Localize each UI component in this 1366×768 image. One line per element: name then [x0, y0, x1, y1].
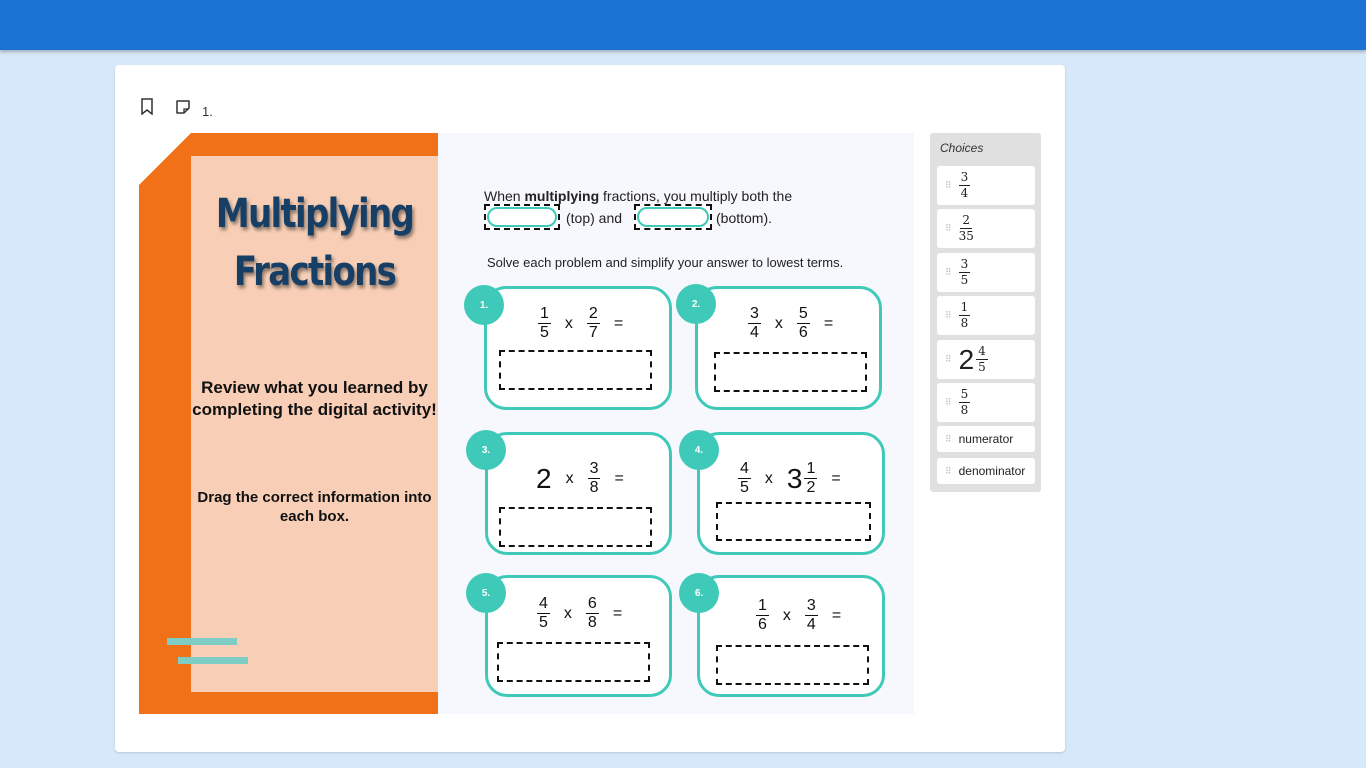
- fraction: [748, 305, 761, 342]
- problem-expression: [537, 595, 622, 632]
- choices-panel: [930, 133, 1041, 492]
- drag-handle-icon[interactable]: ⠿: [945, 180, 951, 190]
- drag-handle-icon[interactable]: ⠿: [945, 433, 951, 444]
- problem-expression: [748, 305, 833, 342]
- drag-handle-icon[interactable]: ⠿: [945, 465, 951, 476]
- fraction: [587, 305, 600, 342]
- choice-chip[interactable]: [937, 383, 1035, 422]
- numerator: 6: [587, 595, 597, 612]
- problem-expression: [538, 305, 623, 342]
- equals-sign: =: [614, 469, 624, 487]
- mixed-number: [586, 595, 599, 632]
- whole-number: 2: [536, 462, 552, 494]
- choice-chip[interactable]: [937, 209, 1035, 248]
- mixed-number: [537, 595, 550, 632]
- denominator: 5: [740, 479, 749, 496]
- numerator: 1: [806, 460, 816, 477]
- denominator: 5: [960, 273, 969, 287]
- drag-handle-icon[interactable]: ⠿: [945, 354, 951, 364]
- drag-handle-icon[interactable]: ⠿: [945, 223, 951, 233]
- numerator: 2: [588, 305, 598, 322]
- fraction: [756, 597, 769, 634]
- fraction: [805, 597, 818, 634]
- fraction: [537, 595, 550, 632]
- answer-drop-zone[interactable]: [714, 352, 867, 392]
- numerator: 3: [960, 170, 969, 184]
- numerator: 1: [540, 305, 549, 322]
- fraction: [804, 460, 817, 497]
- denominator: 6: [798, 324, 808, 341]
- numerator: 1: [960, 300, 969, 314]
- fraction: [959, 213, 974, 244]
- fraction: [588, 460, 601, 497]
- choice-label: numerator: [958, 432, 1014, 446]
- choice-chip[interactable]: [937, 426, 1035, 452]
- mixed-number: [538, 305, 551, 342]
- bottom-label: (bottom).: [716, 210, 773, 226]
- times-sign: x: [774, 314, 783, 332]
- denominator: 4: [750, 324, 759, 341]
- choice-chip[interactable]: [937, 458, 1035, 484]
- problem-number-badge: 6.: [679, 573, 719, 613]
- mixed-number: [959, 257, 971, 288]
- choice-chip[interactable]: [937, 340, 1035, 379]
- question-number: 1.: [202, 104, 213, 119]
- mixed-number: [959, 344, 988, 376]
- problem-expression: [536, 460, 624, 497]
- fraction: [959, 257, 971, 288]
- denominator: 7: [588, 324, 598, 341]
- answer-drop-zone[interactable]: [499, 507, 652, 547]
- denominator: 4: [960, 186, 969, 200]
- numerator: 4: [740, 460, 749, 477]
- top-label: (top) and: [566, 210, 623, 226]
- mixed-number: [959, 387, 971, 418]
- choice-chip[interactable]: [937, 253, 1035, 292]
- mixed-number: [959, 213, 974, 244]
- denominator: 8: [589, 479, 599, 496]
- drag-handle-icon[interactable]: ⠿: [945, 397, 951, 407]
- equals-sign: =: [612, 604, 623, 622]
- problem-number-badge: 4.: [679, 430, 719, 470]
- problem-expression: [738, 460, 841, 497]
- mixed-number: [536, 463, 552, 495]
- numerator: 4: [539, 595, 548, 612]
- mixed-number: [787, 460, 817, 497]
- choice-chip[interactable]: [937, 296, 1035, 335]
- corner-triangle: [139, 133, 191, 185]
- decor-stripe: [167, 638, 237, 645]
- problem-number-badge: 1.: [464, 285, 504, 325]
- numerator: 3: [589, 460, 599, 477]
- drop-zone-top[interactable]: [484, 204, 560, 230]
- denominator: 5: [539, 614, 548, 631]
- whole-number: 2: [958, 343, 975, 375]
- denominator: 5: [978, 360, 986, 374]
- choice-chip[interactable]: [937, 166, 1035, 205]
- whole-number: 3: [786, 462, 803, 494]
- denominator: 6: [758, 616, 767, 633]
- numerator: 3: [806, 597, 816, 614]
- times-sign: x: [564, 314, 573, 332]
- mixed-number: [748, 305, 761, 342]
- bookmark-icon[interactable]: [140, 98, 154, 115]
- answer-drop-zone[interactable]: [499, 350, 652, 390]
- equals-sign: =: [613, 314, 624, 332]
- denominator: 2: [806, 479, 816, 496]
- worksheet-title: [210, 185, 420, 301]
- drop-zone-bottom[interactable]: [634, 204, 712, 230]
- mixed-number: [805, 597, 818, 634]
- top-bar: [0, 0, 1366, 50]
- denominator: 8: [587, 614, 597, 631]
- answer-drop-zone[interactable]: [716, 502, 871, 541]
- numerator: 3: [750, 305, 759, 322]
- worksheet-cover: [139, 133, 438, 714]
- mixed-number: [738, 460, 751, 497]
- numerator: 4: [978, 344, 986, 358]
- fraction: [797, 305, 810, 342]
- review-text: Review what you learned by completing the digital activity!: [192, 378, 437, 419]
- fraction: [959, 170, 971, 201]
- drag-instruction: Drag the correct information into each box.: [197, 489, 432, 525]
- drag-handle-icon[interactable]: ⠿: [945, 310, 951, 320]
- numerator: 2: [962, 213, 971, 227]
- times-sign: x: [782, 606, 791, 624]
- intro-pre: When: [484, 188, 525, 204]
- denominator: 5: [540, 324, 549, 341]
- numerator: 1: [758, 597, 767, 614]
- mixed-number: [588, 460, 601, 497]
- fraction: [538, 305, 551, 342]
- fraction: [959, 300, 971, 331]
- numerator: 3: [960, 257, 969, 271]
- numerator: 5: [798, 305, 808, 322]
- title-line-2: Fractions: [233, 249, 396, 295]
- equals-sign: =: [831, 606, 842, 624]
- problem-number-badge: 3.: [466, 430, 506, 470]
- denominator: 8: [960, 316, 969, 330]
- problem-expression: [756, 597, 841, 634]
- denominator: 35: [958, 229, 974, 243]
- problem-number-badge: 2.: [676, 284, 716, 324]
- mixed-number: [959, 300, 971, 331]
- intro-post: fractions, you multiply both the: [599, 188, 793, 204]
- mixed-number: [756, 597, 769, 634]
- choices-title: Choices: [940, 141, 984, 155]
- note-icon[interactable]: [175, 99, 192, 115]
- answer-drop-zone[interactable]: [497, 642, 650, 682]
- times-sign: x: [563, 604, 572, 622]
- denominator: 8: [960, 403, 969, 417]
- denominator: 4: [806, 616, 816, 633]
- intro-bold: multiplying: [524, 188, 600, 204]
- mixed-number: [959, 170, 971, 201]
- times-sign: x: [565, 469, 574, 487]
- decor-stripe: [178, 657, 248, 664]
- numerator: 5: [960, 387, 969, 401]
- choice-label: denominator: [958, 464, 1026, 478]
- answer-drop-zone[interactable]: [716, 645, 869, 685]
- fraction: [586, 595, 599, 632]
- mixed-number: [797, 305, 810, 342]
- title-line-1: Multiplying: [215, 191, 414, 237]
- problem-number-badge: 5.: [466, 573, 506, 613]
- fraction: [738, 460, 751, 497]
- equals-sign: =: [831, 469, 841, 487]
- times-sign: x: [764, 469, 773, 487]
- fraction: [976, 344, 988, 375]
- drag-handle-icon[interactable]: ⠿: [945, 267, 951, 277]
- fraction: [959, 387, 971, 418]
- equals-sign: =: [823, 314, 834, 332]
- mixed-number: [587, 305, 600, 342]
- instructions: Solve each problem and simplify your answer to lowest terms.: [487, 255, 844, 270]
